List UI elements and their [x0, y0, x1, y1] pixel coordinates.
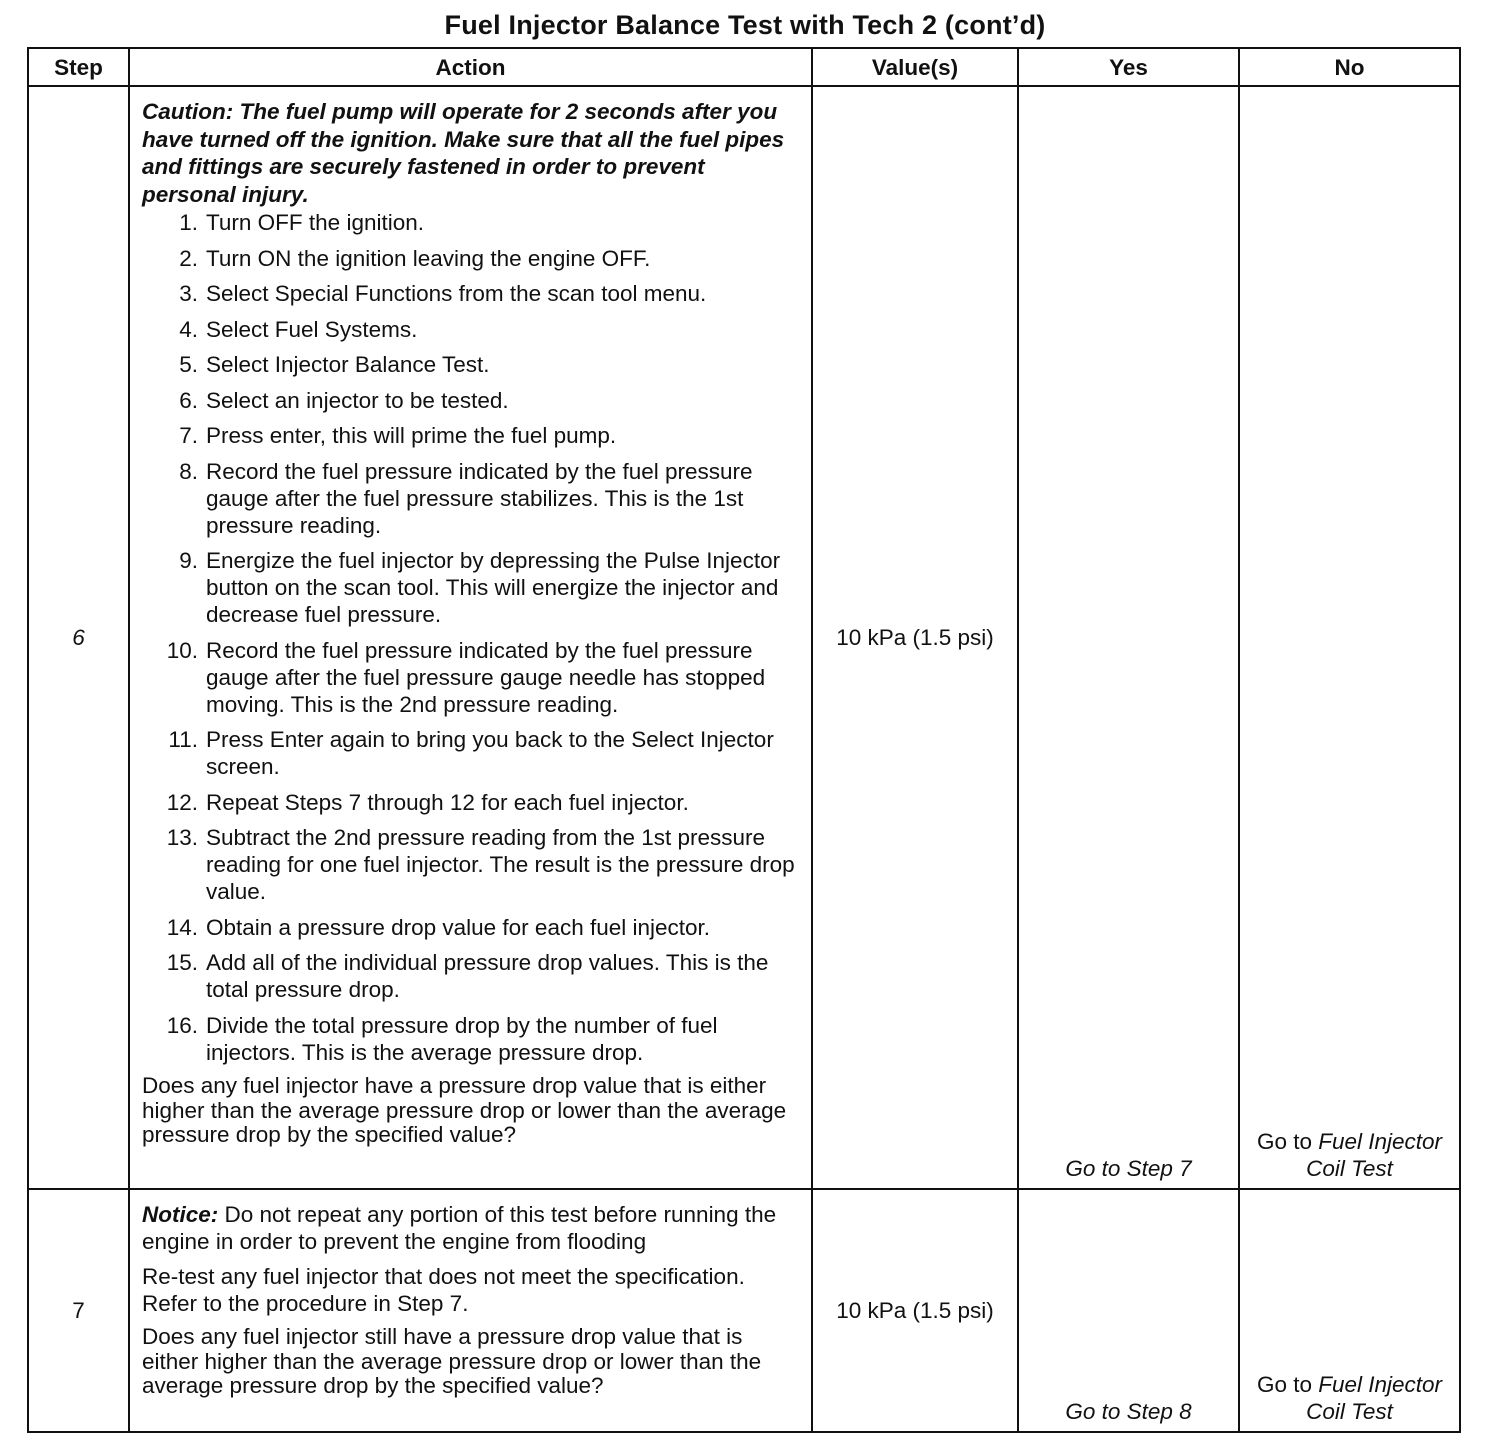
- procedure-step: [142, 209, 801, 236]
- notice-label: Notice:: [142, 1202, 219, 1227]
- step-text: Select an injector to be tested.: [206, 387, 509, 413]
- step-index: 7.: [179, 423, 198, 448]
- step-text: Record the fuel pressure indicated by the fuel pressure gauge after the fuel pressure stabilizes. This is the 1st pressure reading.: [206, 458, 753, 538]
- step-text: Select Special Functions from the scan tool menu.: [206, 281, 707, 306]
- procedure-step: [142, 458, 801, 539]
- step-index: 16.: [166, 1012, 198, 1038]
- step-index: 11.: [168, 727, 198, 752]
- notice-body: Do not repeat any portion of this test before running the engine in order to prevent the engine from flooding: [142, 1202, 777, 1254]
- step-text: Repeat Steps 7 through 12 for each fuel injector.: [206, 789, 689, 815]
- step-index: 13.: [166, 825, 198, 850]
- step-index: 10.: [166, 637, 198, 663]
- step-text: Turn ON the ignition leaving the engine OFF.: [206, 245, 651, 271]
- step-text: Press enter, this will prime the fuel pump.: [206, 423, 617, 448]
- table-row-step-7: [28, 1189, 1460, 1432]
- step-index: 12.: [166, 789, 198, 815]
- procedure-step: [142, 914, 801, 941]
- no-prefix: Go to: [1256, 1372, 1319, 1397]
- page-title: Fuel Injector Balance Test with Tech 2 (cont’d): [444, 10, 1046, 40]
- no-cell: [1239, 86, 1460, 1189]
- step-index: 5.: [179, 352, 198, 377]
- procedure-step: [142, 789, 801, 816]
- yes-cell: Go to Step 7: [1018, 86, 1239, 1189]
- step-text: Select Fuel Systems.: [206, 316, 418, 342]
- header-action: Action: [129, 48, 812, 86]
- step-text: Energize the fuel injector by depressing the Pulse Injector button on the scan tool. This will energize the injector and decrease fuel pressure.: [206, 548, 781, 627]
- step-index: 9.: [179, 548, 198, 573]
- procedure-step: [142, 637, 801, 718]
- step-index: 4.: [179, 316, 198, 342]
- procedure-step: [142, 949, 801, 1003]
- header-no: No: [1239, 48, 1460, 86]
- step-index: 8.: [179, 458, 198, 484]
- step-text: Obtain a pressure drop value for each fuel injector.: [206, 914, 711, 940]
- procedure-step: [142, 387, 801, 414]
- retest-text: Re-test any fuel injector that does not meet the specification. Refer to the procedure in Step 7.: [142, 1264, 745, 1316]
- step-text: Subtract the 2nd pressure reading from the 1st pressure reading for one fuel injector. The result is the pressure drop value.: [206, 825, 795, 904]
- value-cell: 10 kPa (1.5 psi): [812, 1189, 1018, 1432]
- procedure-step: [142, 547, 801, 628]
- step-text: Turn OFF the ignition.: [206, 210, 425, 235]
- question-text: Does any fuel injector have a pressure drop value that is either higher than the average pressure drop or lower than the average pressure drop by the specified value?: [142, 1073, 787, 1147]
- step-index: 2.: [179, 245, 198, 271]
- step-index: 1.: [179, 210, 198, 235]
- no-prefix: Go to: [1256, 1129, 1319, 1154]
- step-index: 6.: [179, 387, 198, 413]
- no-cell: [1239, 1189, 1460, 1432]
- header-yes: Yes: [1018, 48, 1239, 86]
- step-text: Divide the total pressure drop by the number of fuel injectors. This is the average pressure drop.: [206, 1012, 718, 1065]
- table-row-step-6: [28, 86, 1460, 1189]
- step-number: 6: [28, 86, 129, 1189]
- procedure-step: [142, 316, 801, 343]
- notice-text: [142, 1201, 801, 1255]
- header-row: [28, 48, 1460, 86]
- question-text: Does any fuel injector still have a pressure drop value that is either higher than the average pressure drop or lower than the average pressure drop by the specified value?: [142, 1324, 762, 1398]
- step-number: 7: [28, 1189, 129, 1432]
- procedure-step: [142, 351, 801, 378]
- procedure-step: [142, 824, 801, 905]
- step-text: Select Injector Balance Test.: [206, 352, 490, 377]
- action-cell: [129, 1189, 812, 1432]
- procedure-step: [142, 422, 801, 449]
- step-text: Record the fuel pressure indicated by the fuel pressure gauge after the fuel pressure gauge needle has stopped moving. This is the 2nd pressure reading.: [206, 637, 766, 717]
- header-step: Step: [28, 48, 129, 86]
- step-text: Press Enter again to bring you back to the Select Injector screen.: [206, 727, 774, 779]
- caution-text: Caution: The fuel pump will operate for 2 seconds after you have turned off the ignition. Make sure that all the fuel pipes and fittings are securely fastened in order to prevent personal injury.: [142, 99, 785, 207]
- procedure-table: [27, 47, 1461, 1433]
- procedure-step: [142, 1012, 801, 1066]
- step-text: Add all of the individual pressure drop values. This is the total pressure drop.: [206, 950, 769, 1002]
- procedure-step: [142, 280, 801, 307]
- procedure-steps-list: [142, 209, 801, 1066]
- header-values: Value(s): [812, 48, 1018, 86]
- yes-cell: Go to Step 8: [1018, 1189, 1239, 1432]
- step-index: 15.: [166, 950, 198, 975]
- procedure-step: [142, 245, 801, 272]
- action-cell: [129, 86, 812, 1189]
- value-cell: 10 kPa (1.5 psi): [812, 86, 1018, 1189]
- no-link-text: Fuel Injector Coil Test: [1306, 1372, 1443, 1424]
- procedure-step: [142, 726, 801, 780]
- no-link-text: Fuel Injector Coil Test: [1306, 1129, 1443, 1181]
- step-index: 3.: [179, 281, 198, 306]
- step-index: 14.: [166, 914, 198, 940]
